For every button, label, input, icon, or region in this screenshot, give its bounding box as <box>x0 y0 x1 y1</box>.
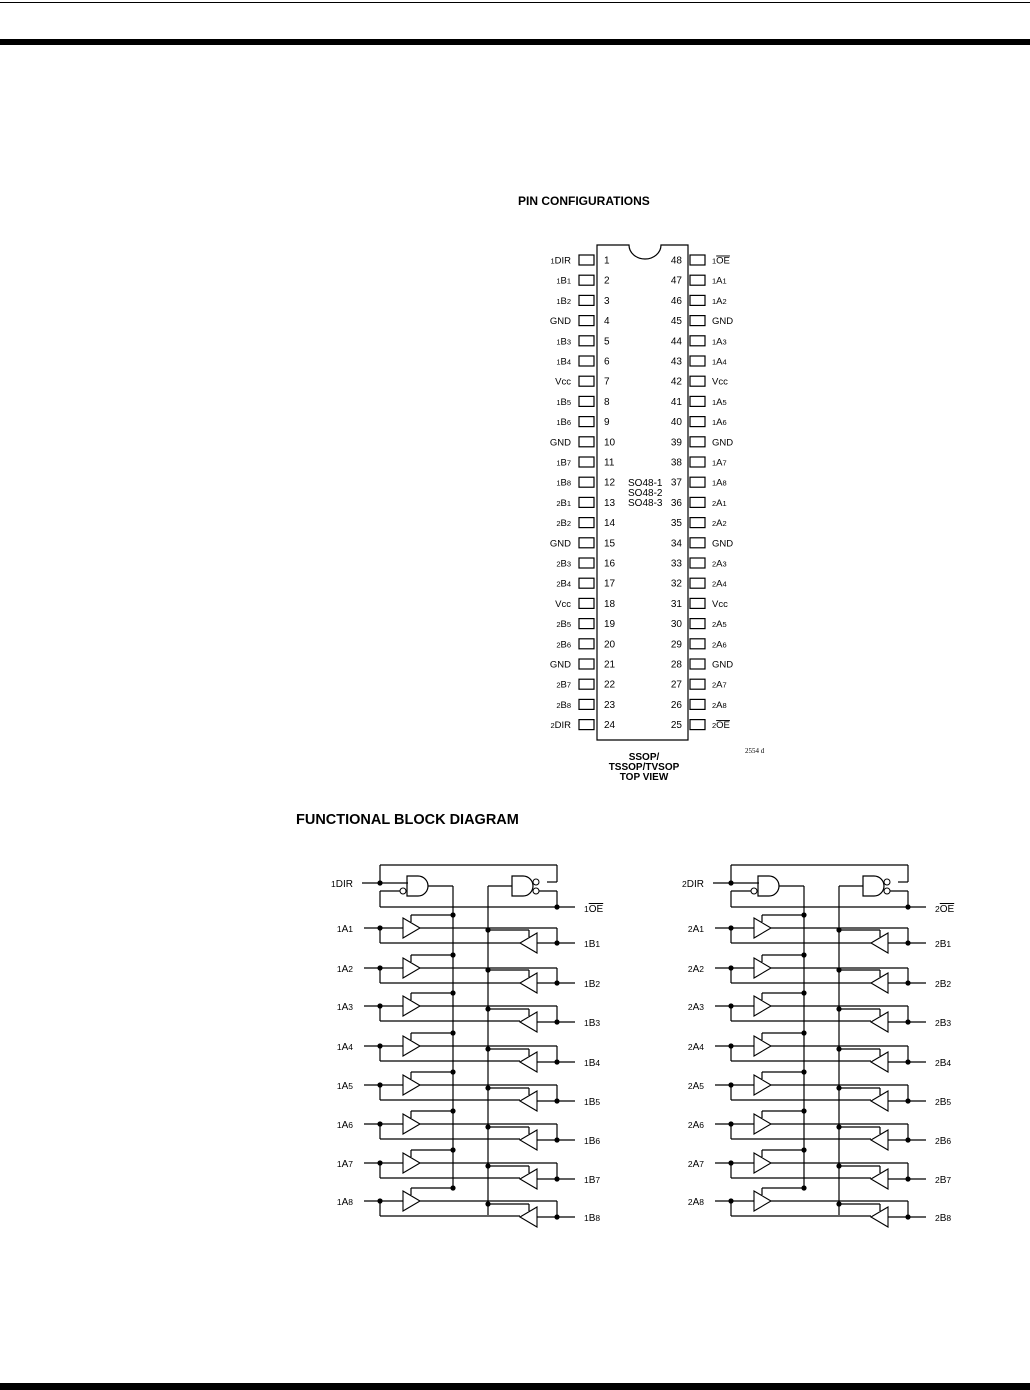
pin-number-left: 12 <box>604 477 616 489</box>
pin-label-left: 1B7 <box>556 457 571 469</box>
a-port-label: 1A2 <box>336 964 353 975</box>
pin-label-right: GND <box>712 538 734 550</box>
junction-dot <box>485 1006 490 1011</box>
a-port-label: 2A1 <box>687 924 704 935</box>
pin-label-left: 2B6 <box>556 639 571 651</box>
pin-label-left: 2B3 <box>556 558 571 570</box>
pin-number-left: 1 <box>604 255 610 267</box>
pin-label-left: 1B8 <box>556 477 571 489</box>
and-gate <box>863 876 884 896</box>
a-port-label: 1A7 <box>336 1159 353 1170</box>
pin-number-right: 37 <box>670 477 682 489</box>
pin-label-left: 2DIR <box>550 720 571 732</box>
a-port-label: 1A5 <box>336 1081 353 1092</box>
pin-number-right: 28 <box>670 659 682 671</box>
pin-number-left: 16 <box>604 558 616 570</box>
inversion-bubble <box>884 888 890 894</box>
junction-dot <box>836 967 841 972</box>
junction-dot <box>836 1163 841 1168</box>
dir-label: 2DIR <box>682 879 704 890</box>
junction-dot <box>801 952 806 957</box>
junction-dot <box>450 1185 455 1190</box>
junction-dot <box>554 1137 559 1142</box>
junction-dot <box>450 912 455 917</box>
junction-dot <box>905 940 910 945</box>
pin-number-left: 18 <box>604 598 616 610</box>
oe-label: 2OE <box>935 904 955 915</box>
pin-number-right: 26 <box>670 699 682 711</box>
pin-number-right: 38 <box>670 457 682 469</box>
pin-label-right: 2A1 <box>712 497 727 509</box>
pin-number-right: 36 <box>670 497 682 509</box>
junction-dot <box>836 1046 841 1051</box>
junction-dot <box>801 912 806 917</box>
b-port-label: 1B1 <box>584 939 601 950</box>
a-port-label: 1A3 <box>336 1002 353 1013</box>
junction-dot <box>801 1108 806 1113</box>
pin-label-left: GND <box>549 316 571 328</box>
junction-dot <box>801 1185 806 1190</box>
pin-label-right: 2A4 <box>712 578 727 590</box>
junction-dot <box>485 1163 490 1168</box>
pin-label-right: 1A5 <box>712 396 727 408</box>
junction-dot <box>554 904 559 909</box>
pin-label-right: 1A8 <box>712 477 727 489</box>
junction-dot <box>554 940 559 945</box>
pin-number-right: 32 <box>670 578 682 590</box>
junction-dot <box>485 1201 490 1206</box>
pin-number-right: 29 <box>670 639 682 651</box>
a-port-label: 2A7 <box>687 1159 704 1170</box>
dir-label: 1DIR <box>331 879 353 890</box>
junction-dot <box>450 990 455 995</box>
pin-label-right: GND <box>712 659 734 671</box>
pin-label-left: GND <box>549 659 571 671</box>
junction-dot <box>450 1108 455 1113</box>
pin-number-left: 24 <box>604 720 616 732</box>
pin-label-left: 1B6 <box>556 417 571 429</box>
pin-label-left: 2B1 <box>556 497 571 509</box>
b-port-label: 1B8 <box>584 1213 601 1224</box>
b-port-label: 1B6 <box>584 1136 601 1147</box>
b-port-label: 1B3 <box>584 1018 601 1029</box>
b-port-label: 2B1 <box>935 939 952 950</box>
pin-number-right: 45 <box>670 316 682 328</box>
inversion-bubble <box>533 879 539 885</box>
b-port-label: 1B2 <box>584 979 601 990</box>
junction-dot <box>554 1019 559 1024</box>
pin-label-right: 1A2 <box>712 295 727 307</box>
junction-dot <box>485 967 490 972</box>
pin-number-left: 19 <box>604 619 616 631</box>
pin-number-right: 30 <box>670 619 682 631</box>
a-port-label: 1A1 <box>336 924 353 935</box>
a-port-label: 2A5 <box>687 1081 704 1092</box>
junction-dot <box>905 980 910 985</box>
and-gate <box>758 876 779 896</box>
pin-label-right: 2A3 <box>712 558 727 570</box>
pin-number-right: 27 <box>670 679 682 691</box>
pin-number-right: 33 <box>670 558 682 570</box>
junction-dot <box>905 1214 910 1219</box>
pin-number-right: 34 <box>670 538 682 550</box>
footer-rule <box>0 1383 1030 1390</box>
a-port-label: 1A6 <box>336 1120 353 1131</box>
pin-configurations-heading: PIN CONFIGURATIONS <box>518 194 650 208</box>
pin-number-left: 7 <box>604 376 610 388</box>
junction-dot <box>905 1176 910 1181</box>
package-code: SO48-1 <box>628 478 663 489</box>
pin-number-right: 43 <box>670 356 682 368</box>
junction-dot <box>905 904 910 909</box>
junction-dot <box>836 1201 841 1206</box>
pin-label-right: GND <box>712 437 734 449</box>
pin-label-right: 2A6 <box>712 639 727 651</box>
pin-label-right: 1A6 <box>712 417 727 429</box>
pin-label-right: 1A3 <box>712 336 727 348</box>
pin-label-right: 2OE <box>712 720 730 732</box>
junction-dot <box>554 1059 559 1064</box>
pin-number-left: 11 <box>604 457 615 469</box>
pin-label-left: GND <box>549 437 571 449</box>
pin-label-right: 1A4 <box>712 356 727 368</box>
junction-dot <box>905 1059 910 1064</box>
functional-block-diagram-heading: FUNCTIONAL BLOCK DIAGRAM <box>296 812 519 828</box>
pin-number-right: 39 <box>670 437 682 449</box>
inversion-bubble <box>533 888 539 894</box>
junction-dot <box>554 1176 559 1181</box>
pin-label-right: 1A7 <box>712 457 727 469</box>
a-port-label: 2A6 <box>687 1120 704 1131</box>
junction-dot <box>905 1098 910 1103</box>
drawing-code: 2554 d <box>745 747 765 755</box>
junction-dot <box>554 1098 559 1103</box>
junction-dot <box>450 952 455 957</box>
pin-number-left: 22 <box>604 679 616 691</box>
pin-label-left: Vcc <box>555 598 571 610</box>
junction-dot <box>485 1085 490 1090</box>
a-port-label: 1A4 <box>336 1042 353 1053</box>
b-port-label: 2B4 <box>935 1058 952 1069</box>
junction-dot <box>836 1124 841 1129</box>
a-port-label: 2A2 <box>687 964 704 975</box>
pin-number-left: 3 <box>604 295 610 307</box>
pin-label-right: 2A2 <box>712 518 727 530</box>
junction-dot <box>801 1069 806 1074</box>
pin-label-left: 1DIR <box>550 255 571 267</box>
pin-label-right: Vcc <box>712 598 728 610</box>
pin-number-right: 25 <box>670 720 682 732</box>
pin-label-left: 2B2 <box>556 518 571 530</box>
pin-label-left: 2B7 <box>556 679 571 691</box>
pin-label-left: 1B3 <box>556 336 571 348</box>
a-port-label: 2A4 <box>687 1042 704 1053</box>
and-gate <box>512 876 533 896</box>
inversion-bubble <box>751 888 757 894</box>
pin-number-left: 8 <box>604 396 610 408</box>
junction-dot <box>905 1019 910 1024</box>
package-code: SO48-3 <box>628 498 663 509</box>
b-port-label: 2B7 <box>935 1175 952 1186</box>
b-port-label: 1B7 <box>584 1175 601 1186</box>
junction-dot <box>450 1147 455 1152</box>
b-port-label: 2B5 <box>935 1097 952 1108</box>
pin-number-left: 21 <box>604 659 616 671</box>
pin-label-right: 1OE <box>712 255 730 267</box>
junction-dot <box>836 1006 841 1011</box>
pin-label-right: Vcc <box>712 376 728 388</box>
junction-dot <box>801 990 806 995</box>
oe-label: 1OE <box>584 904 604 915</box>
pin-number-left: 23 <box>604 699 616 711</box>
b-port-label: 1B5 <box>584 1097 601 1108</box>
junction-dot <box>801 1030 806 1035</box>
channel-1-logic <box>331 865 603 1227</box>
a-port-label: 2A8 <box>687 1197 704 1208</box>
pin-number-right: 47 <box>670 275 682 287</box>
b-port-label: 2B6 <box>935 1136 952 1147</box>
pin-label-left: 1B1 <box>556 275 571 287</box>
junction-dot <box>801 1147 806 1152</box>
pin-label-right: GND <box>712 316 734 328</box>
pin-label-left: 2B8 <box>556 699 571 711</box>
pin-label-left: 2B5 <box>556 619 571 631</box>
junction-dot <box>836 1085 841 1090</box>
inversion-bubble <box>884 879 890 885</box>
pin-number-right: 41 <box>670 396 682 408</box>
junction-dot <box>836 927 841 932</box>
pin-number-left: 15 <box>604 538 616 550</box>
pin-number-left: 17 <box>604 578 616 590</box>
junction-dot <box>485 1124 490 1129</box>
b-port-label: 2B8 <box>935 1213 952 1224</box>
junction-dot <box>554 1214 559 1219</box>
pin-label-right: 2A7 <box>712 679 727 691</box>
pin-label-left: GND <box>549 538 571 550</box>
pin-label-left: 1B4 <box>556 356 571 368</box>
a-port-label: 1A8 <box>336 1197 353 1208</box>
pin-label-left: 1B5 <box>556 396 571 408</box>
channel-2-logic <box>682 865 954 1227</box>
pin-number-left: 2 <box>604 275 610 287</box>
pin-label-right: 2A5 <box>712 619 727 631</box>
package-code: SO48-2 <box>628 488 663 499</box>
junction-dot <box>450 1069 455 1074</box>
pin-label-left: 2B4 <box>556 578 571 590</box>
pin-number-right: 35 <box>670 518 682 530</box>
pin-number-right: 40 <box>670 417 682 429</box>
pin-number-left: 6 <box>604 356 610 368</box>
package-caption: TOP VIEW <box>619 772 669 783</box>
pin-number-left: 9 <box>604 417 610 429</box>
junction-dot <box>905 1137 910 1142</box>
pin-number-left: 4 <box>604 316 610 328</box>
pin-number-right: 31 <box>670 598 682 610</box>
b-port-label: 2B2 <box>935 979 952 990</box>
inversion-bubble <box>400 888 406 894</box>
pin-number-left: 10 <box>604 437 616 449</box>
b-port-label: 2B3 <box>935 1018 952 1029</box>
pin-label-right: 2A8 <box>712 699 727 711</box>
junction-dot <box>450 1030 455 1035</box>
pin-number-right: 46 <box>670 295 682 307</box>
pin-number-left: 13 <box>604 497 616 509</box>
pin-number-left: 5 <box>604 336 610 348</box>
pin-number-right: 44 <box>670 336 682 348</box>
pin-number-right: 48 <box>670 255 682 267</box>
pin-label-right: 1A1 <box>712 275 727 287</box>
package-caption: SSOP/ <box>628 752 660 763</box>
package-caption: TSSOP/TVSOP <box>608 762 680 773</box>
pin-number-left: 14 <box>604 518 616 530</box>
pin-label-left: Vcc <box>555 376 571 388</box>
junction-dot <box>485 927 490 932</box>
junction-dot <box>485 1046 490 1051</box>
and-gate <box>407 876 428 896</box>
b-port-label: 1B4 <box>584 1058 601 1069</box>
pin-label-left: 1B2 <box>556 295 571 307</box>
a-port-label: 2A3 <box>687 1002 704 1013</box>
pin-number-right: 42 <box>670 376 682 388</box>
pin-number-left: 20 <box>604 639 616 651</box>
junction-dot <box>554 980 559 985</box>
